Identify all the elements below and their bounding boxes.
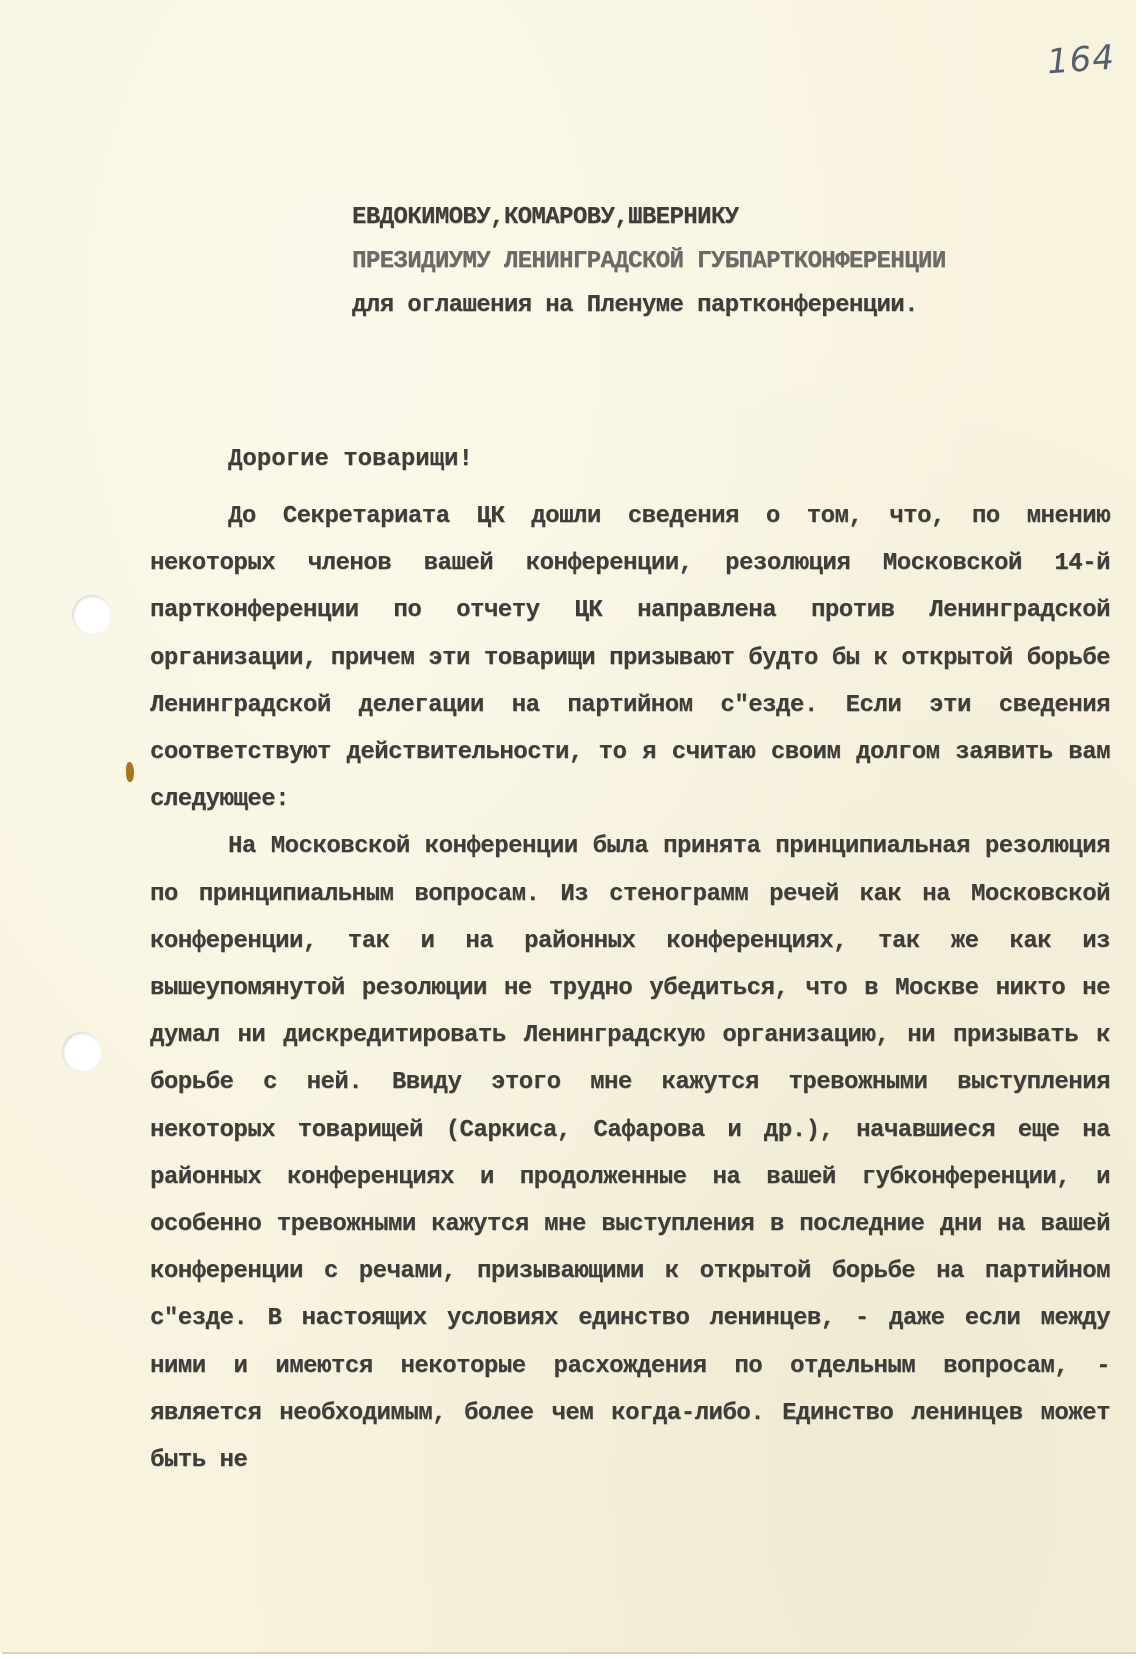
page-edge [1136, 0, 1146, 1660]
salutation: Дорогие товарищи! [228, 446, 473, 473]
addressee-block [352, 196, 1052, 328]
punch-hole [72, 595, 112, 635]
addressee-line-2: ПРЕЗИДИУМУ ЛЕНИНГРАДСКОЙ ГУБПАРТКОНФЕРЕНЦИИ [352, 248, 946, 275]
letter-body [150, 436, 1110, 1484]
paragraph-1: До Секретариата ЦК дошли сведения о том, что, по мнению некоторых членов вашей конференции, резолюция Московской 14-й партконференции по отчету ЦК направлена против Ленинградской организации, причем эти товарищи призывают будто бы к открытой борьбе Ленинградской делегации на партийном с"езде. Если эти сведения соответствуют действительности, то я считаю своим долгом заявить вам следующее: [150, 503, 1110, 814]
addressee-line-3: для оглашения на Пленуме партконференции. [352, 292, 918, 319]
ink-stain [126, 762, 134, 782]
punch-hole [62, 1032, 102, 1072]
addressee-line-1: ЕВДОКИМОВУ,КОМАРОВУ,ШВЕРНИКУ [352, 204, 739, 231]
folio-number: 164 [1045, 37, 1117, 83]
paragraph-2: На Московской конференции была принята принципиальная резолюция по принципиальным вопросам. Из стенограмм речей как на Московской конференции, так и на районных конференциях, так же как из вышеупомянутой резолюции не трудно убедиться, что в Москве никто не думал ни дискредитировать Ленинградскую организацию, ни призывать к борьбе с ней. Ввиду этого мне кажутся тревожными выступления некоторых товарищей (Саркиса, Сафарова и др.), начавшиеся еще на районных конференциях и продолженные на вашей губконференции, и особенно тревожными кажутся мне выступления в последние дни на вашей конференции с речами, призывающими к открытой борьбе на партийном с"езде. В настоящих условиях единство ленинцев, - даже если между ними и имеются некоторые расхождения по отдельным вопросам, - является необходимым, более чем когда-либо. Единство ленинцев может быть не [150, 833, 1110, 1475]
